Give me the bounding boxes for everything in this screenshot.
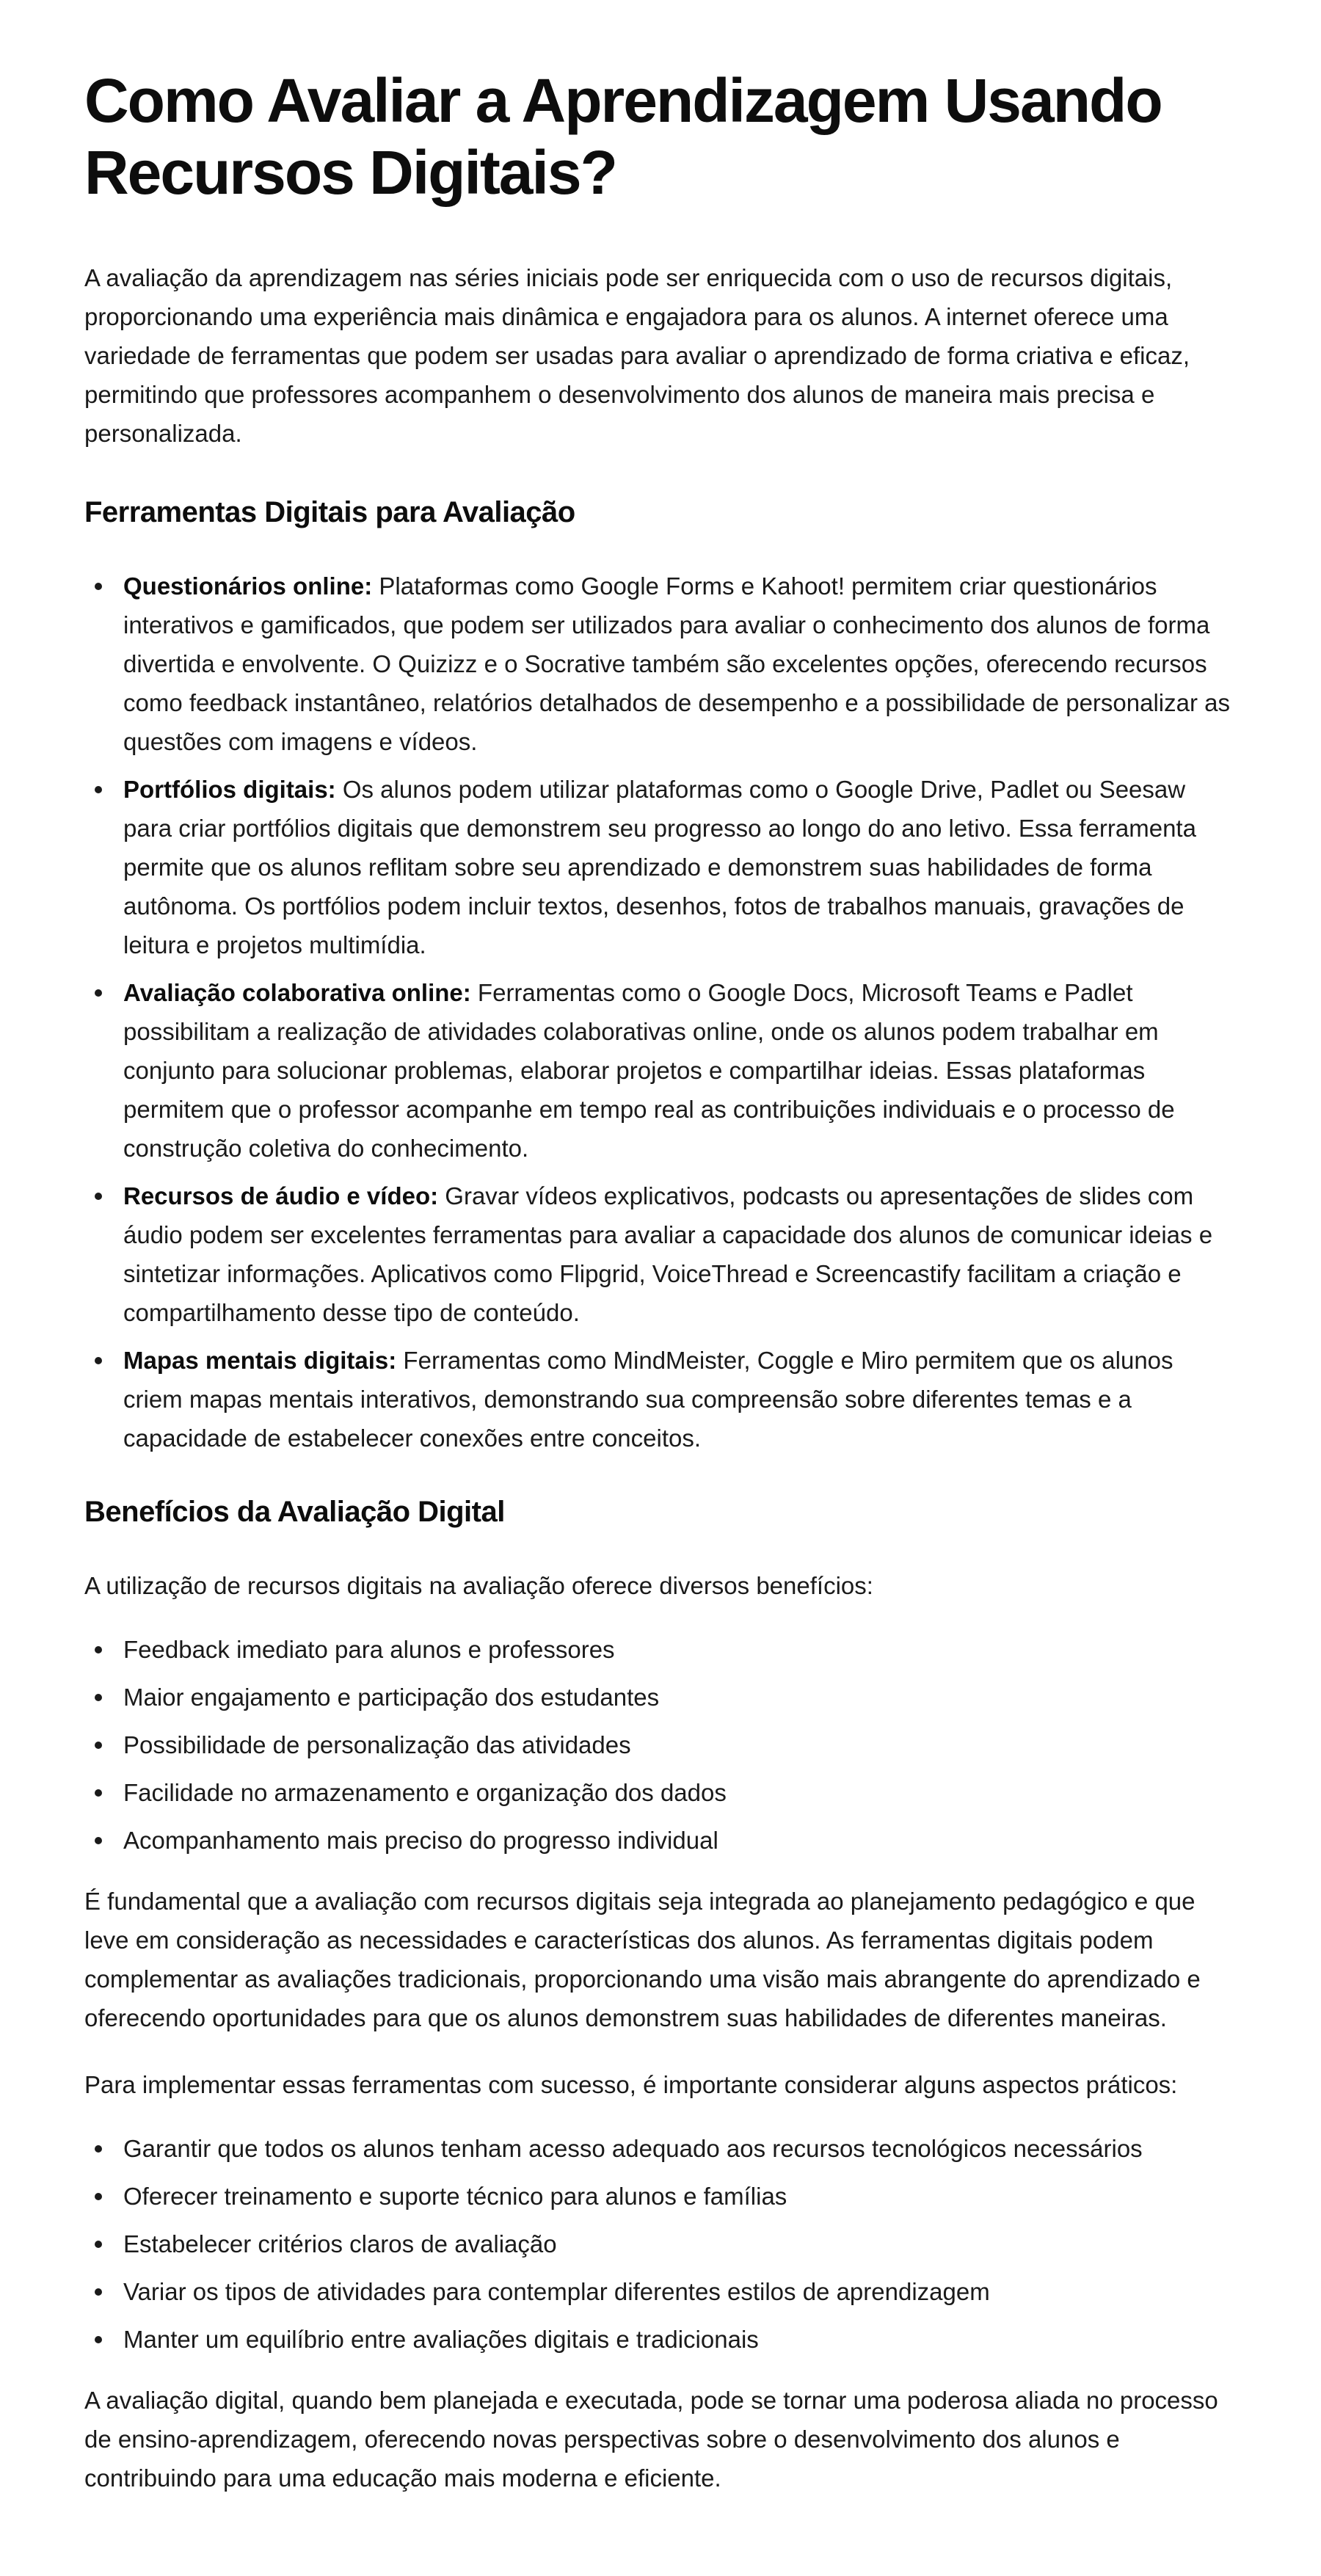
implement-intro: Para implementar essas ferramentas com sucesso, é importante considerar alguns aspectos práticos: bbox=[84, 2071, 1178, 2098]
list-item: Garantir que todos os alunos tenham acesso adequado aos recursos tecnológicos necessários bbox=[84, 2129, 1237, 2168]
list-item-audio-video bbox=[84, 1176, 1237, 1332]
page-title: Como Avaliar a Aprendizagem Usando Recursos Digitais? bbox=[84, 66, 1162, 207]
item-text: Plataformas como Google Forms e Kahoot! permitem criar questionários interativos e gamificados, que podem ser utilizados para avaliar o conhecimento dos alunos de forma divertida e envolvente. O Quizizz e o Socrative também são excelentes opções, oferecendo recursos como feedback instantâneo, relatórios detalhados de desempenho e a possibilidade de personalizar as questões com imagens e vídeos. bbox=[123, 572, 1230, 755]
item-label: Portfólios digitais: bbox=[123, 776, 336, 803]
list-item: Feedback imediato para alunos e professores bbox=[84, 1630, 1237, 1669]
list-item-questionarios bbox=[84, 567, 1237, 761]
intro-paragraph: A avaliação da aprendizagem nas séries iniciais pode ser enriquecida com o uso de recursos digitais, proporcionando uma experiência mais dinâmica e engajadora para os alunos. A internet oferece uma variedade de ferramentas que podem ser usadas para avaliar o aprendizado de forma criativa e eficaz, permitindo que professores acompanhem o desenvolvimento dos alunos de maneira mais precisa e personalizada. bbox=[84, 264, 1190, 447]
fundamental-paragraph: É fundamental que a avaliação com recursos digitais seja integrada ao planejamento pedagógico e que leve em consideração as necessidades e características dos alunos. As ferramentas digitais podem complementar as avaliações tradicionais, proporcionando uma visão mais abrangente do aprendizado e oferecendo oportunidades para que os alunos demonstrem suas habilidades de diferentes maneiras. bbox=[84, 1888, 1201, 2031]
item-label: Avaliação colaborativa online: bbox=[123, 979, 471, 1006]
item-text: Ferramentas como MindMeister, Coggle e Miro permitem que os alunos criem mapas mentais interativos, demonstrando sua compreensão sobre diferentes temas e a capacidade de estabelecer conexões entre conceitos. bbox=[123, 1347, 1173, 1452]
item-text: Ferramentas como o Google Docs, Microsoft Teams e Padlet possibilitam a realização de atividades colaborativas online, onde os alunos podem trabalhar em conjunto para solucionar problemas, elaborar projetos e compartilhar ideias. Essas plataformas permitem que o professor acompanhe em tempo real as contribuições individuais e o processo de construção coletiva do conhecimento. bbox=[123, 979, 1175, 1162]
list-item: Acompanhamento mais preciso do progresso individual bbox=[84, 1821, 1237, 1860]
list-item: Facilidade no armazenamento e organização dos dados bbox=[84, 1773, 1237, 1812]
item-label: Recursos de áudio e vídeo: bbox=[123, 1182, 439, 1209]
item-label: Mapas mentais digitais: bbox=[123, 1347, 397, 1374]
list-item: Manter um equilíbrio entre avaliações digitais e tradicionais bbox=[84, 2320, 1237, 2359]
benefits-intro: A utilização de recursos digitais na avaliação oferece diversos benefícios: bbox=[84, 1572, 873, 1599]
list-item-portfolios bbox=[84, 770, 1237, 964]
practical-aspects-list bbox=[84, 2129, 1237, 2359]
list-item-mapas-mentais bbox=[84, 1341, 1237, 1458]
benefits-heading: Benefícios da Avaliação Digital bbox=[84, 1496, 505, 1528]
list-item: Oferecer treinamento e suporte técnico para alunos e famílias bbox=[84, 2177, 1237, 2216]
item-text: Gravar vídeos explicativos, podcasts ou apresentações de slides com áudio podem ser excelentes ferramentas para avaliar a capacidade dos alunos de comunicar ideias e sintetizar informações. Aplicativos como Flipgrid, VoiceThread e Screencastify facilitam a criação e compartilhamento desse tipo de conteúdo. bbox=[123, 1182, 1213, 1326]
item-label: Questionários online: bbox=[123, 572, 373, 600]
item-text: Os alunos podem utilizar plataformas como o Google Drive, Padlet ou Seesaw para criar portfólios digitais que demonstrem seu progresso ao longo do ano letivo. Essa ferramenta permite que os alunos reflitam sobre seu aprendizado e demonstrem suas habilidades de forma autônoma. Os portfólios podem incluir textos, desenhos, fotos de trabalhos manuais, gravações de leitura e projetos multimídia. bbox=[123, 776, 1196, 958]
list-item-colaborativa bbox=[84, 973, 1237, 1168]
tools-heading: Ferramentas Digitais para Avaliação bbox=[84, 496, 575, 528]
conclusion-paragraph: A avaliação digital, quando bem planejada e executada, pode se tornar uma poderosa aliada no processo de ensino-aprendizagem, oferecendo novas perspectivas sobre o desenvolvimento dos alunos e contribuindo para uma educação mais moderna e eficiente. bbox=[84, 2387, 1218, 2492]
list-item: Possibilidade de personalização das atividades bbox=[84, 1725, 1237, 1764]
tools-list bbox=[84, 567, 1237, 1458]
list-item: Estabelecer critérios claros de avaliação bbox=[84, 2224, 1237, 2263]
list-item: Maior engajamento e participação dos estudantes bbox=[84, 1678, 1237, 1717]
benefits-list bbox=[84, 1630, 1237, 1860]
list-item: Variar os tipos de atividades para contemplar diferentes estilos de aprendizagem bbox=[84, 2272, 1237, 2311]
